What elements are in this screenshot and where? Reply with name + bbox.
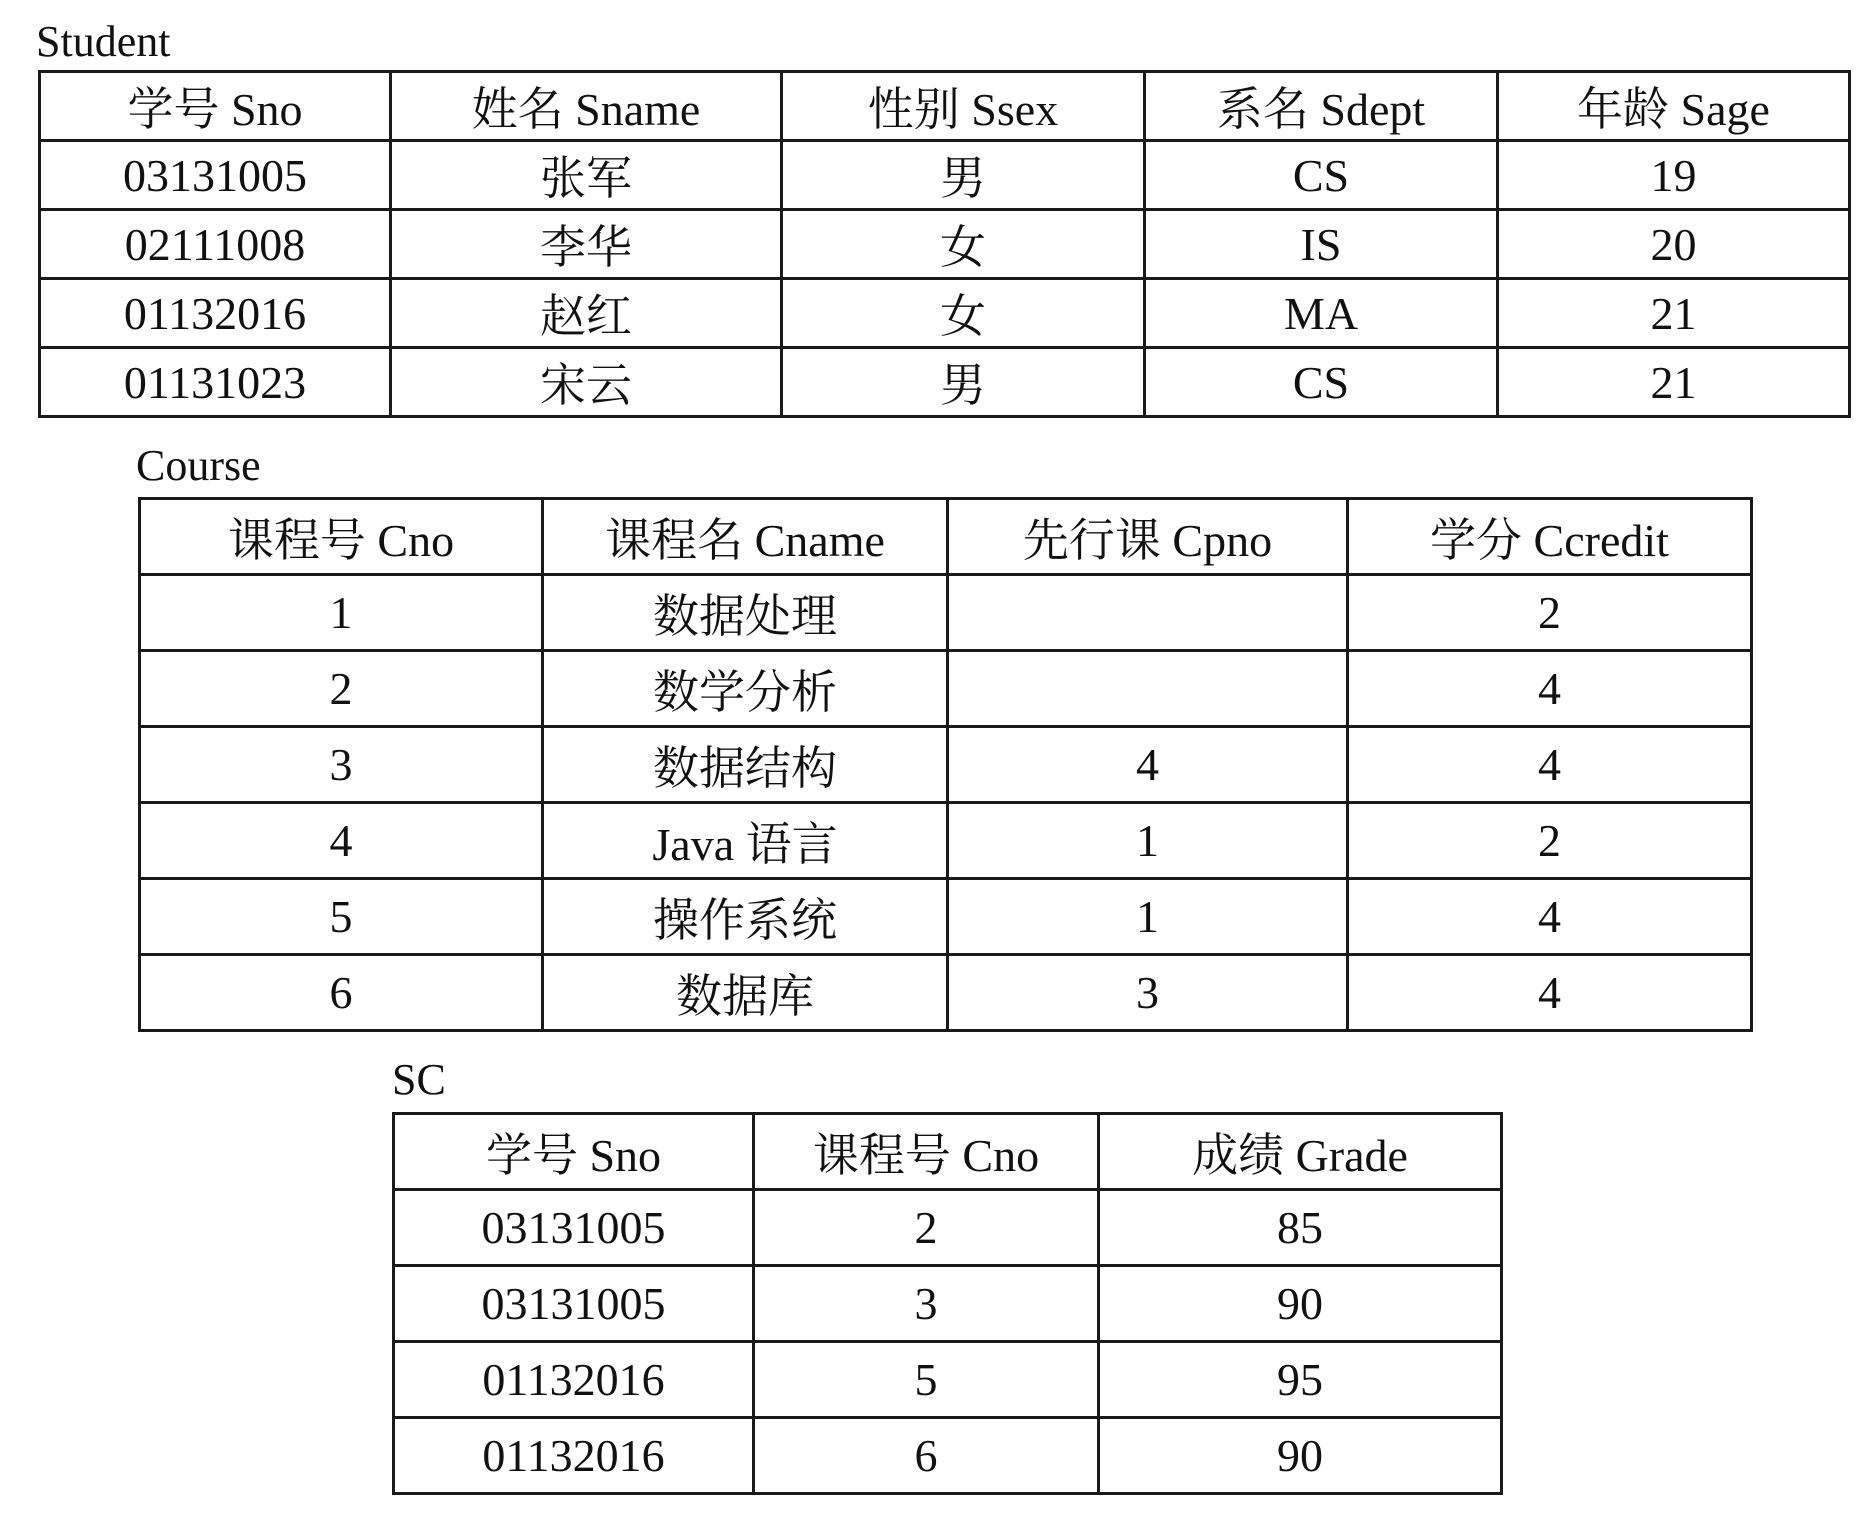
column-header-sage: 年龄 Sage <box>1498 72 1850 141</box>
cell-cname: 数据结构 <box>543 727 948 803</box>
table-row <box>394 1266 1502 1342</box>
course-table-caption: Course <box>136 441 261 490</box>
cell-cno: 6 <box>754 1418 1099 1494</box>
cell-sname: 宋云 <box>391 348 782 417</box>
cell-sname: 李华 <box>391 210 782 279</box>
cell-cpno: 1 <box>948 879 1348 955</box>
table-row <box>394 1342 1502 1418</box>
cell-sage: 21 <box>1498 279 1850 348</box>
cell-cno: 2 <box>754 1190 1099 1266</box>
course-header-row <box>140 499 1752 575</box>
table-row <box>40 141 1850 210</box>
cell-ssex: 女 <box>782 279 1145 348</box>
cell-cno: 2 <box>140 651 543 727</box>
cell-cno: 3 <box>754 1266 1099 1342</box>
column-header-cpno: 先行课 Cpno <box>948 499 1348 575</box>
table-row <box>40 210 1850 279</box>
column-header-ssex: 性别 Ssex <box>782 72 1145 141</box>
cell-cname: Java 语言 <box>543 803 948 879</box>
cell-ccredit: 4 <box>1348 727 1752 803</box>
cell-cpno <box>948 575 1348 651</box>
column-header-sno: 学号 Sno <box>394 1114 754 1190</box>
cell-cno: 5 <box>140 879 543 955</box>
sc-header-row <box>394 1114 1502 1190</box>
cell-cpno: 3 <box>948 955 1348 1031</box>
column-header-cname: 课程名 Cname <box>543 499 948 575</box>
cell-sdept: CS <box>1145 348 1498 417</box>
cell-sno: 01132016 <box>40 279 391 348</box>
cell-cname: 数据库 <box>543 955 948 1031</box>
cell-sdept: MA <box>1145 279 1498 348</box>
sc-table-caption: SC <box>392 1055 446 1104</box>
cell-ssex: 男 <box>782 141 1145 210</box>
cell-grade: 90 <box>1099 1418 1502 1494</box>
cell-sdept: IS <box>1145 210 1498 279</box>
column-header-ccredit: 学分 Ccredit <box>1348 499 1752 575</box>
table-row <box>140 955 1752 1031</box>
table-row <box>394 1190 1502 1266</box>
column-header-grade: 成绩 Grade <box>1099 1114 1502 1190</box>
cell-ssex: 男 <box>782 348 1145 417</box>
cell-cno: 4 <box>140 803 543 879</box>
cell-ccredit: 2 <box>1348 575 1752 651</box>
cell-sdept: CS <box>1145 141 1498 210</box>
cell-cno: 3 <box>140 727 543 803</box>
sc-table <box>392 1112 1503 1495</box>
table-row <box>140 879 1752 955</box>
student-table <box>38 70 1851 418</box>
course-table <box>138 497 1753 1032</box>
cell-grade: 85 <box>1099 1190 1502 1266</box>
cell-cpno <box>948 651 1348 727</box>
cell-cpno: 4 <box>948 727 1348 803</box>
table-row <box>140 575 1752 651</box>
column-header-sname: 姓名 Sname <box>391 72 782 141</box>
cell-cno: 1 <box>140 575 543 651</box>
cell-cname: 数学分析 <box>543 651 948 727</box>
cell-sno: 01131023 <box>40 348 391 417</box>
cell-sname: 张军 <box>391 141 782 210</box>
cell-sno: 01132016 <box>394 1342 754 1418</box>
table-row <box>40 279 1850 348</box>
table-row <box>40 348 1850 417</box>
cell-grade: 95 <box>1099 1342 1502 1418</box>
cell-sno: 02111008 <box>40 210 391 279</box>
column-header-cno: 课程号 Cno <box>754 1114 1099 1190</box>
cell-sage: 19 <box>1498 141 1850 210</box>
cell-cname: 操作系统 <box>543 879 948 955</box>
student-header-row <box>40 72 1850 141</box>
cell-sno: 01132016 <box>394 1418 754 1494</box>
cell-cpno: 1 <box>948 803 1348 879</box>
cell-sage: 21 <box>1498 348 1850 417</box>
cell-cname: 数据处理 <box>543 575 948 651</box>
cell-sage: 20 <box>1498 210 1850 279</box>
table-row <box>140 803 1752 879</box>
student-table-caption: Student <box>36 17 171 66</box>
cell-sno: 03131005 <box>394 1190 754 1266</box>
cell-sno: 03131005 <box>40 141 391 210</box>
cell-cno: 5 <box>754 1342 1099 1418</box>
cell-sname: 赵红 <box>391 279 782 348</box>
table-row <box>140 727 1752 803</box>
cell-ccredit: 2 <box>1348 803 1752 879</box>
table-row <box>140 651 1752 727</box>
cell-ccredit: 4 <box>1348 879 1752 955</box>
column-header-sdept: 系名 Sdept <box>1145 72 1498 141</box>
cell-cno: 6 <box>140 955 543 1031</box>
table-row <box>394 1418 1502 1494</box>
cell-ccredit: 4 <box>1348 651 1752 727</box>
cell-ccredit: 4 <box>1348 955 1752 1031</box>
cell-sno: 03131005 <box>394 1266 754 1342</box>
cell-grade: 90 <box>1099 1266 1502 1342</box>
column-header-cno: 课程号 Cno <box>140 499 543 575</box>
cell-ssex: 女 <box>782 210 1145 279</box>
column-header-sno: 学号 Sno <box>40 72 391 141</box>
